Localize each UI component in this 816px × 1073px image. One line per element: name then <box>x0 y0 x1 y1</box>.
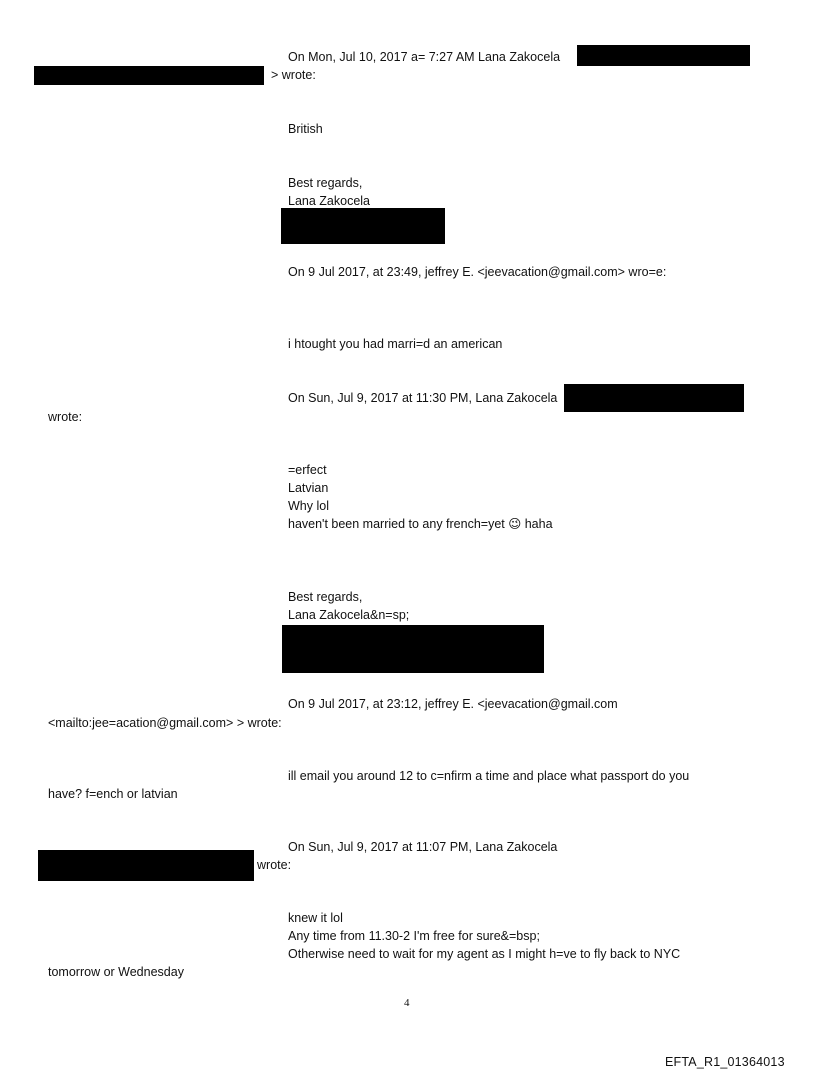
email-signature-name: Lana Zakocela <box>288 194 371 208</box>
redaction-box <box>577 45 750 66</box>
redaction-box <box>281 208 445 244</box>
email-signoff: Best regards, <box>288 590 363 604</box>
document-id: EFTA_R1_01364013 <box>665 1055 785 1069</box>
email-body-line: Otherwise need to wait for my agent as I might h=ve to fly back to NYC <box>288 947 681 961</box>
email-body-line: haven't been married to any french=yet 😉 haha <box>288 517 553 531</box>
email-header-line: On 9 Jul 2017, at 23:49, jeffrey E. <jeevacation@gmail.com> wro=e: <box>288 265 667 279</box>
email-body-line: ill email you around 12 to c=nfirm a time and place what passport do you <box>288 769 690 783</box>
email-body-line: tomorrow or Wednesday <box>48 965 184 979</box>
email-body-line: knew it lol <box>288 911 343 925</box>
email-header-line: On Sun, Jul 9, 2017 at 11:07 PM, Lana Zakocela <box>288 840 558 854</box>
email-header-line: <mailto:jee=acation@gmail.com> > wrote: <box>48 716 282 730</box>
email-body-line: British <box>288 122 323 136</box>
email-body-line: =erfect <box>288 463 327 477</box>
email-header-line: On 9 Jul 2017, at 23:12, jeffrey E. <jeevacation@gmail.com <box>288 697 618 711</box>
email-signoff: Best regards, <box>288 176 363 190</box>
email-body-line: Any time from 11.30-2 I'm free for sure&=bsp; <box>288 929 540 943</box>
email-body-line: i htought you had marri=d an american <box>288 337 503 351</box>
email-header-line: wrote: <box>48 410 83 424</box>
email-body-line: Why lol <box>288 499 329 513</box>
email-body-line: have? f=ench or latvian <box>48 787 178 801</box>
redaction-box <box>34 66 264 85</box>
email-body-line: Latvian <box>288 481 329 495</box>
redaction-box <box>282 625 544 673</box>
page-number: 4 <box>404 997 410 1009</box>
email-header-line: On Mon, Jul 10, 2017 a= 7:27 AM Lana Zakocela <box>288 50 561 64</box>
redaction-box <box>564 384 744 412</box>
email-header-line: On Sun, Jul 9, 2017 at 11:30 PM, Lana Zakocela <box>288 391 558 405</box>
redaction-box <box>38 850 254 881</box>
email-header-line: > wrote: <box>271 68 316 82</box>
email-header-line: wrote: <box>257 858 292 872</box>
email-signature-name: Lana Zakocela&n=sp; <box>288 608 410 622</box>
